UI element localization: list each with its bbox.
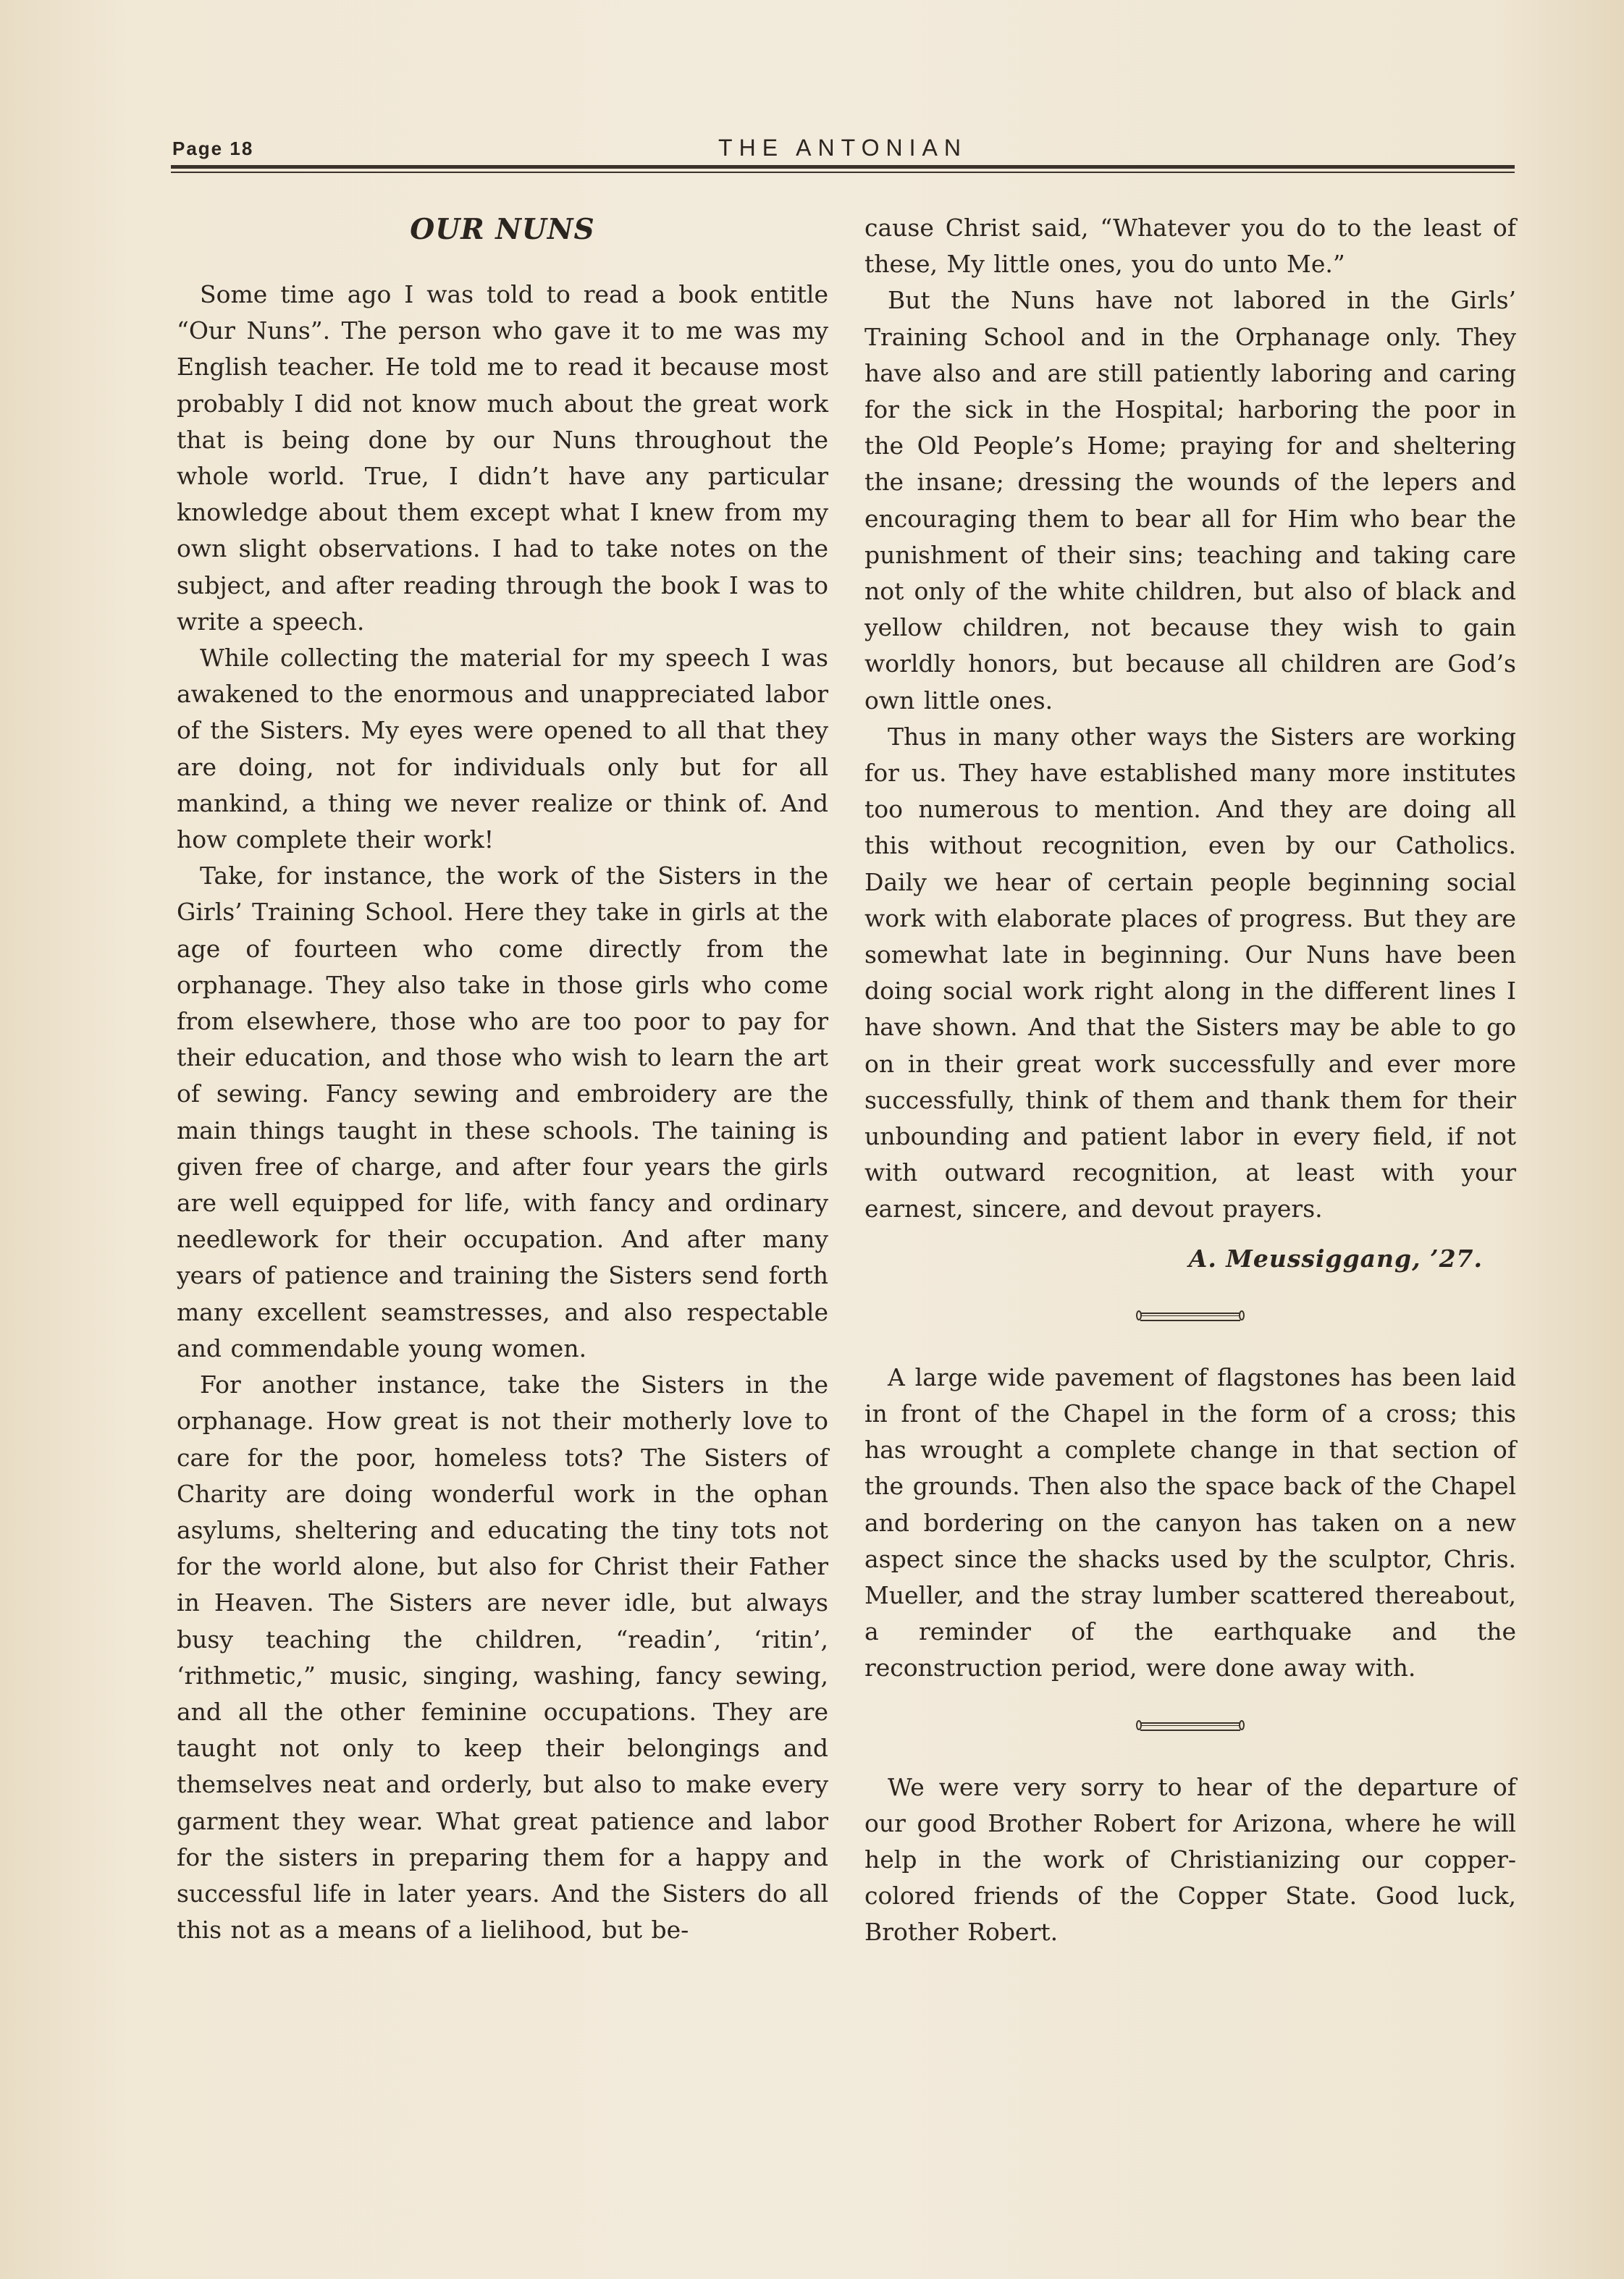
article-paragraph-5: But the Nuns have not labored in the Girls’ Training School and in the Orphanage only. They have also and are still patiently laboring and caring for the sick in the Hospital; harboring the poor in the Old People’s Home; praying for and sheltering the insane; dressing the wounds of the lepers and encouraging them to bear all for Him who bear the punishment of their sins; teaching and taking care not only of the white children, but also of black and yellow children, not because they wish to gain worldly honors, but because all children are God’s own little ones.	[864, 286, 1516, 715]
section-divider-ornament	[1136, 1720, 1245, 1730]
header-rule-thin	[171, 172, 1515, 173]
page-number: Page 18	[172, 138, 254, 159]
header-rule	[171, 165, 1515, 169]
article-continuation: cause Christ said, “Whatever you do to the least of these, My little ones, you do unto Me.”	[864, 214, 1516, 279]
article-paragraph-3: Take, for instance, the work of the Sisters in the Girls’ Training School. Here they take in girls at the age of fourteen who come directly from the orphanage. They also take in those girls who come from elsewhere, those who are too poor to pay for their education, and those who wish to learn the art of sewing. Fancy sewing and embroidery are the main things taught in these schools. The taining is given free of charge, and after four years the girls are well equipped for life, with fancy and ordinary needlework for their occupation. And after many years of patience and training the Sisters send forth many excellent seamstresses, and also respectable and commendable young women.	[177, 862, 828, 1362]
article-title: OUR NUNS	[410, 213, 595, 246]
article-paragraph-4: For another instance, take the Sisters in the orphanage. How great is not their motherly love to care for the poor, homeless tots? The Sisters of Charity are doing wonderful work in the ophan asylums, sheltering and educating the tiny tots not for the world alone, but also for Christ their Father in Heaven. The Sisters are never idle, but always busy teaching the children, “readin’, ‘ritin’, ‘rithmetic,” music, singing, washing, fancy sewing, and all the other feminine occupations. They are taught not only to keep their belongings and themselves neat and orderly, but also to make every garment they wear. What great patience and labor for the sisters in preparing them for a happy and successful life in later years. And the Sisters do all this not as a means of a lielihood, but be-	[177, 1370, 828, 1945]
article-paragraph-6: Thus in many other ways the Sisters are working for us. They have established many more institutes too numerous to mention. And they are doing all this without recognition, even by our Catholics. Daily we hear of certain people beginning social work with elaborate places of progress. But they are somewhat late in beginning. Our Nuns have been doing social work right along in the different lines I have shown. And that the Sisters may be able to go on in their great work successfully and ever more successfully, think of them and thank them for their unbounding and patient labor in every field, if not with outward recognition, at least with your earnest, sincere, and devout prayers.	[864, 722, 1516, 1223]
article-paragraph-1: Some time ago I was told to read a book entitle “Our Nuns”. The person who gave it to me was my English teacher. He told me to read it because most probably I did not know much about the great work that is being done by our Nuns throughout the whole world. True, I didn’t have any particular knowledge about them except what I knew from my own slight observations. I had to take notes on the subject, and after reading through the book I was to write a speech.	[177, 280, 828, 636]
right-column	[864, 210, 1516, 1951]
left-column	[177, 210, 828, 1948]
note-pavement: A large wide pavement of flagstones has been laid in front of the Chapel in the form of a cross; this has wrought a complete change in that section of the grounds. Then also the space back of the Chapel and bordering on the canyon has taken on a new aspect since the shacks used by the sculptor, Chris. Mueller, and the stray lumber scattered thereabout, a reminder of the earthquake and the reconstruction period, were done away with.	[864, 1362, 1516, 1682]
article-signature: A. Meussiggang, ’27.	[1188, 1244, 1483, 1273]
note-brother-robert: We were very sorry to hear of the departure of our good Brother Robert for Arizona, where he will help in the work of Christianizing our copper-colored friends of the Copper State. Good luck, Brother Robert.	[864, 1772, 1516, 1947]
article-paragraph-2: While collecting the material for my speech I was awakened to the enormous and unappreciated labor of the Sisters. My eyes were opened to all that they are doing, not for individuals only but for all mankind, a thing we never realize or think of. And how complete their work!	[177, 644, 828, 854]
page-header	[172, 135, 1513, 164]
section-divider-ornament	[1136, 1310, 1245, 1320]
publication-title: THE ANTONIAN	[718, 135, 967, 161]
